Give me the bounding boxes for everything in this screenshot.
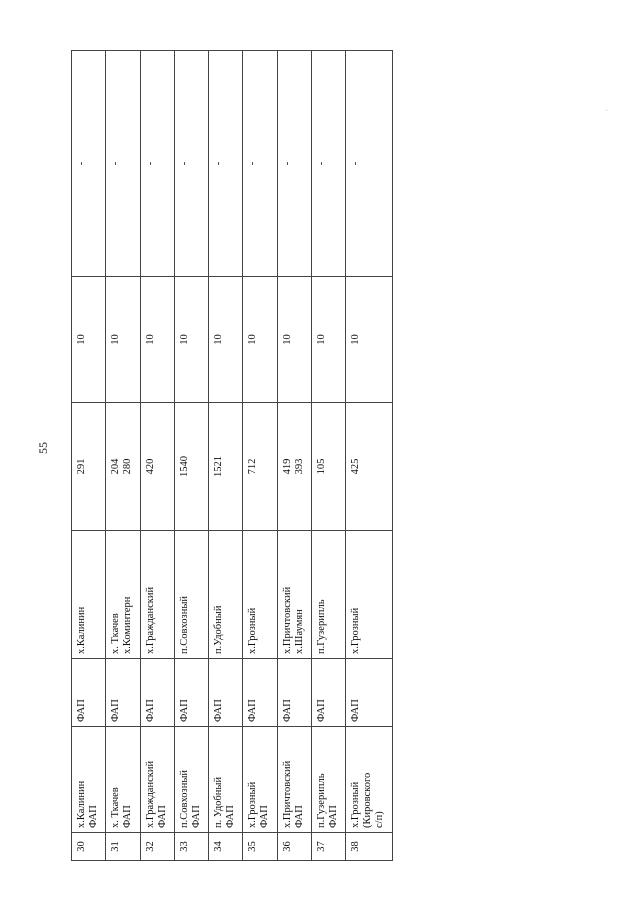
- row-number: 32: [140, 833, 174, 861]
- table-row: [174, 51, 208, 861]
- facility-type: ФАП: [174, 659, 208, 727]
- population: 419 393: [277, 403, 311, 531]
- rotated-table-container: [71, 51, 393, 861]
- facility-type: ФАП: [346, 659, 393, 727]
- settlement: п.Гузерипль: [311, 531, 345, 659]
- population: 204 280: [106, 403, 140, 531]
- facility-name: п.Гузерипль ФАП: [311, 727, 345, 833]
- facility-name: х.Гражданский ФАП: [140, 727, 174, 833]
- row-number: 36: [277, 833, 311, 861]
- capacity: 10: [277, 277, 311, 403]
- population: 420: [140, 403, 174, 531]
- population: 105: [311, 403, 345, 531]
- table-row: [106, 51, 140, 861]
- facility-name: х.Грозный (Кировского с/п): [346, 727, 393, 833]
- row-number: 31: [106, 833, 140, 861]
- facility-type: ФАП: [140, 659, 174, 727]
- settlement: х.Грозный: [346, 531, 393, 659]
- facility-type: ФАП: [277, 659, 311, 727]
- facility-type: ФАП: [106, 659, 140, 727]
- population: 712: [243, 403, 277, 531]
- dash-value: -: [277, 51, 311, 277]
- dash-value: -: [140, 51, 174, 277]
- facilities-table: [71, 50, 393, 861]
- dash-value: -: [311, 51, 345, 277]
- population: 291: [72, 403, 106, 531]
- table-row: [277, 51, 311, 861]
- capacity: 10: [72, 277, 106, 403]
- settlement: п.Совхозный: [174, 531, 208, 659]
- row-number: 34: [209, 833, 243, 861]
- dash-value: -: [346, 51, 393, 277]
- capacity: 10: [346, 277, 393, 403]
- capacity: 10: [106, 277, 140, 403]
- settlement: х.Калинин: [72, 531, 106, 659]
- capacity: 10: [140, 277, 174, 403]
- facility-type: ФАП: [209, 659, 243, 727]
- settlement: х.Грозный: [243, 531, 277, 659]
- table-row: [209, 51, 243, 861]
- row-number: 35: [243, 833, 277, 861]
- facility-type: ФАП: [311, 659, 345, 727]
- settlement: п.Удобный: [209, 531, 243, 659]
- settlement: х. Ткачев х.Коминтерн: [106, 531, 140, 659]
- facility-type: ФАП: [72, 659, 106, 727]
- capacity: 10: [311, 277, 345, 403]
- population: 1521: [209, 403, 243, 531]
- facility-name: х. Ткачев ФАП: [106, 727, 140, 833]
- page-number: 55: [36, 442, 50, 454]
- dash-value: -: [174, 51, 208, 277]
- population: 1540: [174, 403, 208, 531]
- row-number: 37: [311, 833, 345, 861]
- dash-value: -: [106, 51, 140, 277]
- row-number: 33: [174, 833, 208, 861]
- table-row: [72, 51, 106, 861]
- table-row: [140, 51, 174, 861]
- dash-value: -: [72, 51, 106, 277]
- facility-type: ФАП: [243, 659, 277, 727]
- table-row: [243, 51, 277, 861]
- capacity: 10: [243, 277, 277, 403]
- facility-name: х.Причтовский ФАП: [277, 727, 311, 833]
- corner-mark: ·: [606, 108, 608, 114]
- row-number: 30: [72, 833, 106, 861]
- table-row: [346, 51, 393, 861]
- capacity: 10: [209, 277, 243, 403]
- facility-name: х.Грозный ФАП: [243, 727, 277, 833]
- population: 425: [346, 403, 393, 531]
- facility-name: п.Совхозный ФАП: [174, 727, 208, 833]
- settlement: х.Гражданский: [140, 531, 174, 659]
- capacity: 10: [174, 277, 208, 403]
- settlement: х.Причтовский х.Шаумян: [277, 531, 311, 659]
- dash-value: -: [243, 51, 277, 277]
- table-row: [311, 51, 345, 861]
- row-number: 38: [346, 833, 393, 861]
- facility-name: п. Удобный ФАП: [209, 727, 243, 833]
- facility-name: х.Калинин ФАП: [72, 727, 106, 833]
- dash-value: -: [209, 51, 243, 277]
